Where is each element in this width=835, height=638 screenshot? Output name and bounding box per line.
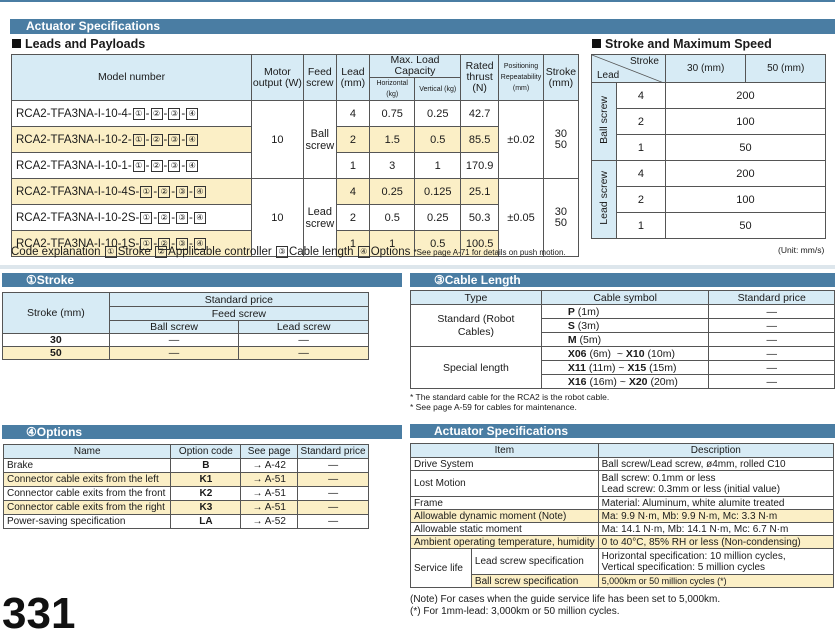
speed-cell: 100	[665, 109, 825, 135]
code-box: ④	[194, 238, 206, 250]
price-cell: —	[709, 375, 835, 389]
stroke-cell: 30 50	[543, 179, 578, 257]
h-model: Model number	[12, 55, 252, 101]
cable-title: ③Cable Length	[434, 273, 521, 287]
symbol-cell	[541, 333, 709, 347]
vert-cell: 0.25	[415, 205, 461, 231]
model-cell: RCA2-TFA3NA-I-10-1- ① - ② - ③ - ④	[12, 153, 252, 179]
cable-note: * The standard cable for the RCA2 is the robot cable.	[410, 392, 610, 402]
code-box: ③	[176, 238, 188, 250]
actspec-note: (*) For 1mm-lead: 3,000km or 50 million cycles.	[410, 606, 620, 617]
code-expl-label: Code explanation	[11, 246, 101, 258]
code-box: ④	[186, 134, 198, 146]
leads-title-text: Leads and Payloads	[25, 37, 146, 51]
code-box: ②	[151, 134, 163, 146]
code-box: ④	[194, 212, 206, 224]
option-price: —	[298, 473, 369, 487]
h-std-price: Standard price	[109, 293, 368, 307]
stroke-cell: 30	[3, 334, 110, 347]
option-code: LA	[171, 515, 241, 529]
options-table	[3, 444, 369, 529]
symbol-cell	[541, 361, 709, 375]
speed-title	[592, 37, 772, 51]
code-box: ③	[168, 108, 180, 120]
price-cell: —	[239, 334, 369, 347]
square-bullet-icon	[592, 39, 601, 48]
code-box: ②	[151, 108, 163, 120]
cable-len: (6m) ~	[586, 347, 626, 360]
option-code: K1	[171, 473, 241, 487]
code-box: ④	[186, 160, 198, 172]
model-cell: RCA2-TFA3NA-I-10-2S- ① - ② - ③ - ④	[12, 205, 252, 231]
table-row	[411, 471, 834, 497]
header-bar	[10, 19, 835, 34]
vert-cell: 0.25	[415, 101, 461, 127]
option-page: → A-51	[241, 501, 298, 515]
vert-cell: 0.5	[415, 127, 461, 153]
cable-code: M	[567, 333, 577, 346]
thrust-cell: 170.9	[461, 153, 499, 179]
h-code: Option code	[171, 445, 241, 459]
horiz-cell: 3	[369, 153, 415, 179]
h-thrust: Rated thrust (N)	[461, 55, 499, 101]
symbol-cell	[541, 347, 709, 361]
h-lead: Lead (mm)	[336, 55, 369, 101]
code-box: ②	[151, 160, 163, 172]
table-row	[592, 83, 826, 109]
symbol-cell	[541, 319, 709, 333]
spec-item: Ambient operating temperature, humidity	[411, 536, 599, 549]
spec-item: Service life	[411, 549, 472, 588]
top-rule	[0, 0, 835, 2]
h-ball-screw: Ball screw	[109, 321, 239, 334]
header-title: Actuator Specifications	[26, 19, 161, 33]
h-name: Name	[4, 445, 171, 459]
spec-desc: Material: Aluminum, white alumite treated	[598, 497, 833, 510]
cable-code: X15	[627, 361, 647, 374]
table-row	[411, 347, 835, 361]
code-box: ①	[140, 212, 152, 224]
option-page: → A-52	[241, 515, 298, 529]
h-50: 50 (mm)	[746, 55, 826, 83]
spec-subitem: Ball screw specification	[471, 575, 598, 588]
h-desc: Description	[598, 444, 833, 458]
price-cell: —	[109, 347, 239, 360]
model-text: RCA2-TFA3NA-I-10-1-	[16, 159, 132, 172]
h-type: Type	[411, 291, 542, 305]
ball-screw-text: Ball screw	[598, 96, 610, 144]
option-name: Connector cable exits from the right	[4, 501, 171, 515]
h-page: See page	[241, 445, 298, 459]
option-code: K3	[171, 501, 241, 515]
code-box: ②	[158, 186, 170, 198]
speed-cell: 50	[665, 213, 825, 239]
actspec-title: Actuator Specifications	[434, 424, 569, 438]
code-explanation	[11, 246, 566, 258]
h-symbol: Cable symbol	[541, 291, 709, 305]
code-box: ①	[140, 186, 152, 198]
thrust-cell: 50.3	[461, 205, 499, 231]
cable-code: X11	[567, 361, 586, 374]
price-cell: —	[709, 361, 835, 375]
options-bar	[2, 425, 402, 439]
cable-len: (10m)	[644, 347, 675, 360]
code-expl-text: Stroke	[117, 246, 151, 258]
cable-code: X06	[567, 347, 587, 360]
code-box: ③	[176, 186, 188, 198]
actspec-bar	[410, 424, 835, 438]
table-row	[12, 101, 579, 127]
h-stroke-lead	[592, 55, 666, 83]
code-expl-text: Applicable controller	[168, 246, 272, 258]
code-box: ③	[276, 246, 288, 258]
option-page: → A-42	[241, 459, 298, 473]
push-motion-note: *See page A-71 for details on push motion.	[413, 248, 566, 257]
model-cell: RCA2-TFA3NA-I-10-4- ① - ② - ③ - ④	[12, 101, 252, 127]
code-box: ④	[194, 186, 206, 198]
lead-screw-text: Lead screw	[598, 171, 610, 225]
spec-desc: 0 to 40°C, 85% RH or less (Non-condensing)	[598, 536, 833, 549]
h-stroke: Stroke (mm)	[3, 293, 110, 334]
table-row	[4, 515, 369, 529]
option-price: —	[298, 487, 369, 501]
option-price: —	[298, 459, 369, 473]
code-box: ②	[158, 238, 170, 250]
code-box: ①	[105, 246, 117, 258]
stroke-bar	[2, 273, 402, 287]
spec-subitem: Lead screw specification	[471, 549, 598, 575]
thrust-cell: 85.5	[461, 127, 499, 153]
cable-len: (11m) ~	[585, 361, 628, 374]
h-horiz: Horizontal (kg)	[369, 78, 415, 101]
cable-len: (16m) ~	[586, 375, 629, 388]
feed-cell: Ball screw	[303, 101, 336, 179]
lead-cell: 4	[617, 161, 666, 187]
h-feed-screw: Feed screw	[109, 307, 368, 321]
horiz-cell: 1.5	[369, 127, 415, 153]
code-box: ②	[158, 212, 170, 224]
h-30: 30 (mm)	[665, 55, 746, 83]
horiz-cell: 0.25	[369, 179, 415, 205]
table-row	[592, 213, 826, 239]
thrust-cell: 25.1	[461, 179, 499, 205]
spec-item: Drive System	[411, 458, 599, 471]
std-type-text: Standard (Robot Cables)	[437, 312, 515, 338]
h-maxload: Max. Load Capacity	[369, 55, 460, 78]
thrust-cell: 100.5	[461, 231, 499, 257]
lead-cell: 2	[617, 109, 666, 135]
page-number: 331	[2, 589, 76, 638]
option-name: Connector cable exits from the left	[4, 473, 171, 487]
spec-desc-line: Vertical specification: 5 million cycles	[601, 561, 766, 573]
table-row	[3, 347, 369, 360]
table-row	[4, 487, 369, 501]
leads-table	[11, 54, 579, 257]
price-cell: —	[709, 319, 835, 333]
spec-desc-line: Horizontal specification: 10 million cycles,	[601, 550, 786, 562]
option-name: Brake	[4, 459, 171, 473]
code-box: ②	[155, 246, 167, 258]
h-motor: Motor output (W)	[252, 55, 304, 101]
lead-cell: 1	[617, 213, 666, 239]
lead-screw-label	[592, 161, 617, 239]
cable-len: (3m)	[574, 319, 600, 332]
lead-cell: 4	[336, 101, 369, 127]
code-box: ③	[176, 212, 188, 224]
h-vert: Vertical (kg)	[415, 78, 461, 101]
model-text: RCA2-TFA3NA-I-10-1S-	[16, 237, 140, 250]
option-page: → A-51	[241, 473, 298, 487]
cable-code: X20	[628, 375, 648, 388]
model-text: RCA2-TFA3NA-I-10-4-	[16, 107, 132, 120]
cable-len: (15m)	[646, 361, 677, 374]
feed-cell: Lead screw	[303, 179, 336, 257]
spec-desc: Ma: 14.1 N·m, Mb: 14.1 N·m, Mc: 6.7 N·m	[598, 523, 833, 536]
std-type-cell	[411, 305, 542, 347]
table-row	[12, 179, 579, 205]
spec-desc-line: Ball screw: 0.1mm or less	[601, 472, 716, 484]
model-text: RCA2-TFA3NA-I-10-2S-	[16, 211, 140, 224]
h-stroke: Stroke	[630, 56, 659, 67]
cable-table	[410, 290, 835, 389]
lead-cell: 1	[617, 135, 666, 161]
price-cell: —	[109, 334, 239, 347]
option-name: Power-saving specification	[4, 515, 171, 529]
h-stroke: Stroke (mm)	[543, 55, 578, 101]
table-row	[411, 549, 834, 575]
option-price: —	[298, 501, 369, 515]
price-cell: —	[239, 347, 369, 360]
speed-cell: 100	[665, 187, 825, 213]
cable-len: (20m)	[647, 375, 678, 388]
option-price: —	[298, 515, 369, 529]
code-box: ①	[133, 108, 145, 120]
cable-len: (1m)	[574, 305, 600, 318]
vert-cell: 0.125	[415, 179, 461, 205]
cable-code: P	[567, 305, 575, 318]
table-row	[411, 305, 835, 319]
leads-title	[12, 37, 145, 51]
lead-cell: 2	[336, 127, 369, 153]
code-box: ④	[358, 246, 370, 258]
speed-title-text: Stroke and Maximum Speed	[605, 37, 772, 51]
lead-cell: 4	[336, 179, 369, 205]
speed-table	[591, 54, 826, 239]
h-item: Item	[411, 444, 599, 458]
lead-cell: 2	[617, 187, 666, 213]
h-feed: Feed screw	[303, 55, 336, 101]
code-box: ①	[133, 134, 145, 146]
stroke-cell: 50	[3, 347, 110, 360]
horiz-cell: 1	[369, 231, 415, 257]
h-price: Standard price	[298, 445, 369, 459]
model-cell: RCA2-TFA3NA-I-10-1S- ① - ② - ③ - ④	[12, 231, 252, 257]
h-repeat: Positioning Repeatability (mm)	[499, 55, 543, 101]
option-name: Connector cable exits from the front	[4, 487, 171, 501]
table-row	[592, 187, 826, 213]
h-lead-screw: Lead screw	[239, 321, 369, 334]
code-box: ③	[168, 160, 180, 172]
divider	[0, 265, 835, 269]
spec-desc-line: Lead screw: 0.3mm or less (initial value)	[601, 483, 781, 495]
square-bullet-icon	[12, 39, 21, 48]
options-title: ④Options	[26, 425, 83, 439]
cable-note: * See page A-59 for cables for maintenance.	[410, 402, 577, 412]
horiz-cell: 0.5	[369, 205, 415, 231]
table-row	[411, 536, 834, 549]
h-price: Standard price	[709, 291, 835, 305]
symbol-cell	[541, 305, 709, 319]
motor-cell: 10	[252, 179, 304, 257]
option-code: K2	[171, 487, 241, 501]
table-row	[4, 473, 369, 487]
model-text: RCA2-TFA3NA-I-10-2-	[16, 133, 132, 146]
cable-bar	[410, 273, 835, 287]
spec-desc	[598, 471, 833, 497]
stroke-title: ①Stroke	[26, 273, 75, 287]
spec-desc: Ma: 9.9 N·m, Mb: 9.9 N·m, Mc: 3.3 N·m	[598, 510, 833, 523]
code-box: ①	[140, 238, 152, 250]
actspec-table	[410, 443, 834, 588]
spec-desc: Ball screw/Lead screw, ø4mm, rolled C10	[598, 458, 833, 471]
table-row	[592, 135, 826, 161]
ball-screw-label	[592, 83, 617, 161]
code-expl-text: Options	[370, 246, 411, 258]
spec-item: Allowable dynamic moment (Note)	[411, 510, 599, 523]
code-box: ①	[133, 160, 145, 172]
speed-cell: 200	[665, 161, 825, 187]
cable-len: (5m)	[576, 333, 602, 346]
spec-desc	[598, 549, 833, 575]
thrust-cell: 42.7	[461, 101, 499, 127]
cable-code: X10	[625, 347, 645, 360]
spec-item: Frame	[411, 497, 599, 510]
table-row	[4, 501, 369, 515]
vert-cell: 0.5	[415, 231, 461, 257]
horiz-cell: 0.75	[369, 101, 415, 127]
model-text: RCA2-TFA3NA-I-10-4S-	[16, 185, 140, 198]
spec-item: Lost Motion	[411, 471, 599, 497]
cable-code: X16	[567, 375, 587, 388]
code-box: ③	[168, 134, 180, 146]
table-row	[411, 575, 834, 588]
price-cell: —	[709, 305, 835, 319]
code-box: ④	[186, 108, 198, 120]
table-row	[411, 458, 834, 471]
option-code: B	[171, 459, 241, 473]
actspec-notes	[410, 594, 720, 618]
diagonal-line-icon	[592, 55, 664, 83]
table-row	[592, 161, 826, 187]
repeat-cell: ±0.02	[499, 101, 543, 179]
lead-cell: 4	[617, 83, 666, 109]
cable-code: S	[567, 319, 575, 332]
table-row	[4, 459, 369, 473]
spec-desc: 5,000km or 50 million cycles (*)	[598, 575, 833, 588]
symbol-cell	[541, 375, 709, 389]
table-row	[411, 523, 834, 536]
lead-cell: 2	[336, 205, 369, 231]
table-row	[3, 334, 369, 347]
model-cell: RCA2-TFA3NA-I-10-2- ① - ② - ③ - ④	[12, 127, 252, 153]
table-row	[411, 510, 834, 523]
lead-cell: 1	[336, 153, 369, 179]
option-page: → A-51	[241, 487, 298, 501]
h-lead: Lead	[597, 70, 620, 81]
cable-notes	[410, 392, 609, 412]
speed-cell: 200	[665, 83, 825, 109]
speed-cell: 50	[665, 135, 825, 161]
vert-cell: 1	[415, 153, 461, 179]
table-row	[592, 109, 826, 135]
actspec-note: (Note) For cases when the guide service life has been set to 5,000km.	[410, 594, 721, 605]
spec-item: Allowable static moment	[411, 523, 599, 536]
table-row	[411, 497, 834, 510]
lead-cell: 1	[336, 231, 369, 257]
price-cell: —	[709, 347, 835, 361]
special-type-cell: Special length	[411, 347, 542, 389]
repeat-cell: ±0.05	[499, 179, 543, 257]
motor-cell: 10	[252, 101, 304, 179]
code-expl-text: Cable length	[288, 246, 354, 258]
stroke-cell: 30 50	[543, 101, 578, 179]
unit-note: (Unit: mm/s)	[778, 245, 825, 255]
price-cell: —	[709, 333, 835, 347]
model-cell: RCA2-TFA3NA-I-10-4S- ① - ② - ③ - ④	[12, 179, 252, 205]
stroke-table	[2, 292, 369, 360]
